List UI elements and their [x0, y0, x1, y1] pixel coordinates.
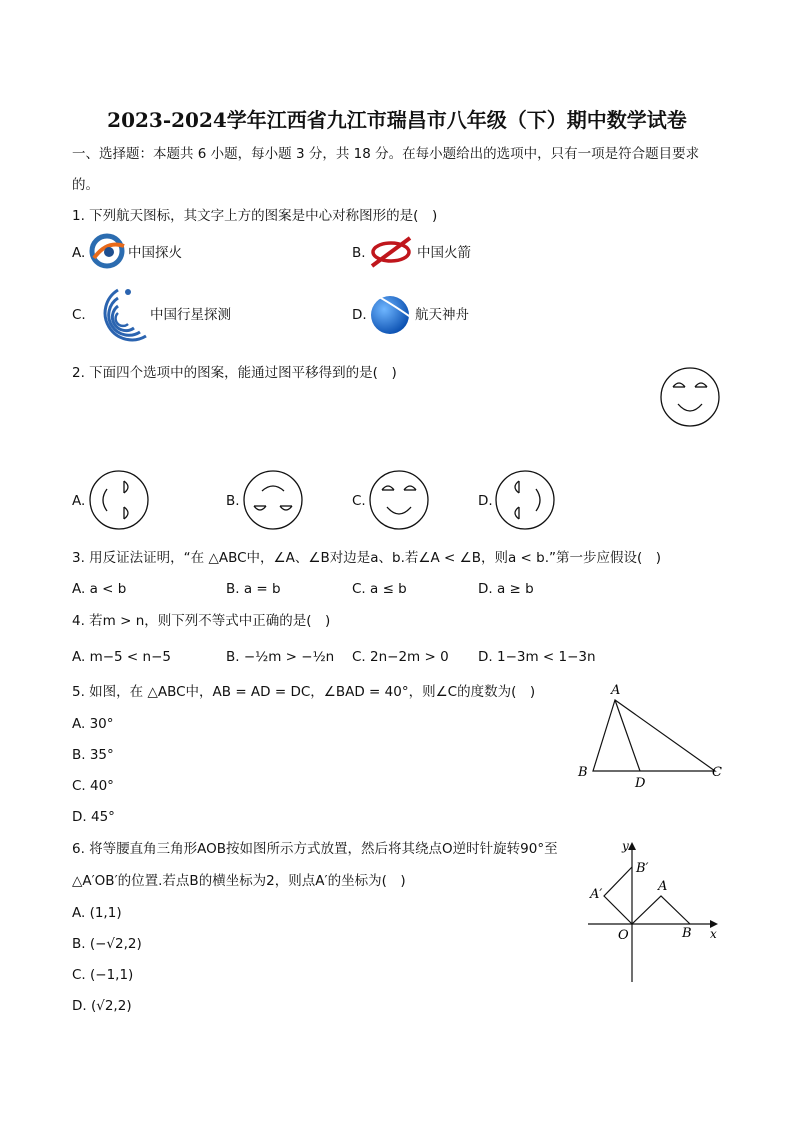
- q5-triangle-figure: [572, 678, 732, 790]
- page-title: 2023-2024学年江西省九江市瑞昌市八年级（下）期中数学试卷: [107, 108, 687, 132]
- q3-option-c: C. a ≤ b: [352, 581, 407, 597]
- shenzhou-logo-icon: [368, 290, 414, 336]
- q2-option-d-letter: D.: [478, 493, 493, 509]
- q5-label-a: A: [611, 683, 621, 698]
- q1-option-b-letter: B.: [352, 245, 366, 261]
- planetary-exploration-logo-icon: [88, 282, 150, 346]
- q3-option-a: A. a < b: [72, 581, 127, 597]
- q2-reference-face-figure: [658, 366, 722, 428]
- q2-option-c-letter: C.: [352, 493, 366, 509]
- q6-option-b: B. (−√2,2): [72, 936, 142, 952]
- q3-option-b: B. a = b: [226, 581, 281, 597]
- q1-stem: 1. 下列航天图标，其文字上方的图案是中心对称图形的是( ): [72, 208, 438, 224]
- q6-label-b-prime: B′: [636, 861, 649, 876]
- q6-label-y: y: [622, 839, 629, 853]
- q1-option-b-text: 中国火箭: [417, 245, 471, 261]
- q2-option-b-face-figure: [242, 469, 304, 531]
- q1-option-c-text: 中国行星探测: [150, 307, 231, 323]
- section-instructions-line1: 一、选择题：本题共 6 小题，每小题 3 分，共 18 分。在每小题给出的选项中，只有一项是符合题目要求: [72, 146, 700, 162]
- q1-option-d-letter: D.: [352, 307, 367, 323]
- q2-option-a-letter: A.: [72, 493, 86, 509]
- q4-stem: 4. 若m > n，则下列不等式中正确的是( ): [72, 613, 331, 629]
- q2-option-d-face-figure: [494, 469, 556, 531]
- q3-option-d: D. a ≥ b: [478, 581, 534, 597]
- q2-option-a-face-figure: [88, 469, 150, 531]
- q1-option-a-letter: A.: [72, 245, 86, 261]
- q6-stem-line1: 6. 将等腰直角三角形AOB按如图所示方式放置，然后将其绕点O逆时针旋转90°至: [72, 841, 558, 857]
- q5-option-c: C. 40°: [72, 778, 114, 794]
- section-instructions-line2: 的。: [72, 177, 99, 193]
- q1-option-c-letter: C.: [72, 307, 86, 323]
- q2-option-c-face-figure: [368, 469, 430, 531]
- q5-label-b: B: [578, 765, 588, 780]
- q6-option-c: C. (−1,1): [72, 967, 134, 983]
- q6-option-a: A. (1,1): [72, 905, 122, 921]
- q5-option-b: B. 35°: [72, 747, 114, 763]
- q5-option-a: A. 30°: [72, 716, 114, 732]
- q3-stem: 3. 用反证法证明，“在 △ABC中，∠A、∠B对边是a、b.若∠A < ∠B，则a < b.”第一步应假设( ): [72, 550, 662, 566]
- q5-label-d: D: [635, 776, 646, 790]
- q4-option-c: C. 2n−2m > 0: [352, 649, 449, 665]
- q6-label-x: x: [710, 927, 717, 941]
- q6-label-a-prime: A′: [590, 887, 603, 902]
- q6-coordinate-figure: [584, 838, 724, 986]
- q5-option-d: D. 45°: [72, 809, 115, 825]
- q6-label-a: A: [658, 879, 668, 894]
- mars-exploration-logo-icon: [88, 232, 126, 270]
- q6-stem-line2: △A′OB′的位置.若点B的横坐标为2，则点A′的坐标为( ): [72, 873, 406, 889]
- q2-option-b-letter: B.: [226, 493, 240, 509]
- q6-label-b: B: [682, 926, 692, 941]
- q4-option-a: A. m−5 < n−5: [72, 649, 171, 665]
- q6-label-o: O: [618, 928, 629, 943]
- q4-option-d: D. 1−3m < 1−3n: [478, 649, 596, 665]
- q4-option-b: B. −½m > −½n: [226, 649, 335, 665]
- q5-label-c: C: [712, 765, 722, 780]
- q2-stem: 2. 下面四个选项中的图案，能通过图平移得到的是( ): [72, 365, 397, 381]
- q1-option-d-text: 航天神舟: [415, 307, 469, 323]
- rocket-logo-icon: [368, 236, 414, 268]
- q6-option-d: D. (√2,2): [72, 998, 132, 1014]
- q1-option-a-text: 中国探火: [128, 245, 182, 261]
- q5-stem: 5. 如图，在 △ABC中，AB = AD = DC，∠BAD = 40°，则∠C的度数为( ): [72, 684, 536, 700]
